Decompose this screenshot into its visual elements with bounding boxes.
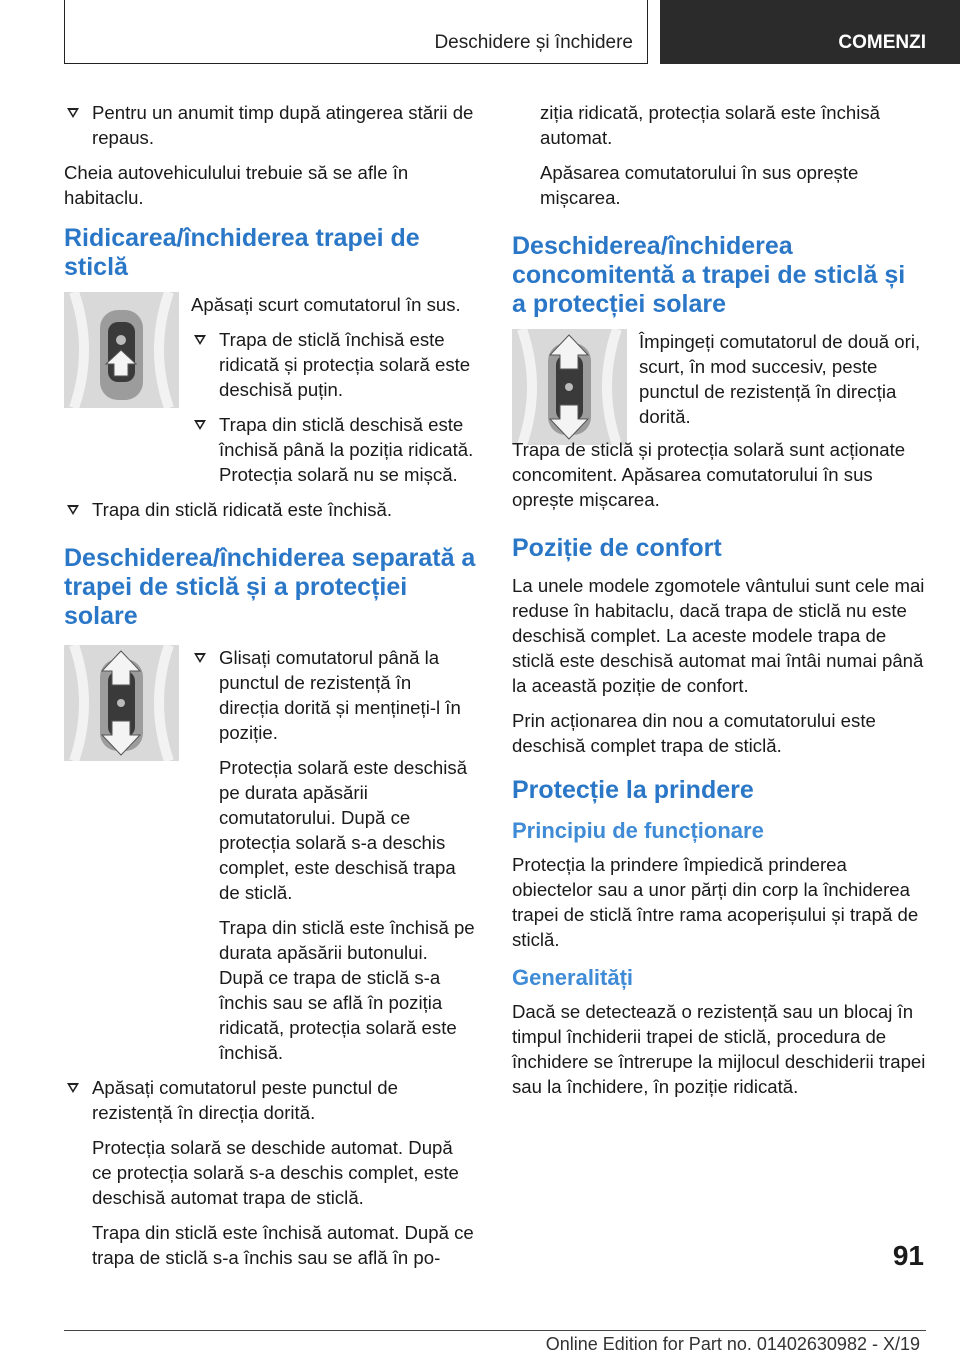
- header-section-box: [64, 0, 648, 64]
- list-item: Pentru un anumit timp după atingerea stării de repaus.: [64, 100, 476, 150]
- paragraph: Împingeți comutatorul de două ori, scurt, în mod succesiv, peste punctul de rezistență în direcția dorită.: [639, 331, 921, 427]
- bullet-icon: [194, 420, 206, 430]
- paragraph: Trapa de sticlă și protecția solară sunt acționate concomitent. Apăsarea comutatorului în sus oprește mișcarea.: [512, 439, 906, 510]
- heading-ridicare: Ridicarea/închiderea trapei de sticlă: [64, 224, 420, 281]
- list-item: Glisați comutatorul până la punctul de rezistență în direcția dorită și mențineți-l în poziție.: [191, 645, 476, 745]
- heading-principiu: Principiu de funcționare: [512, 818, 764, 843]
- edition-note: Online Edition for Part no. 01402630982 - X/19: [545, 1334, 920, 1354]
- paragraph: Protecția solară se deschide automat. După ce protecția solară s-a deschis complet, este deschisă automat trapa de sticlă.: [92, 1137, 459, 1208]
- paragraph: Apăsați scurt comutatorul în sus.: [191, 294, 461, 315]
- heading-confort: Poziție de confort: [512, 534, 722, 562]
- paragraph: Cheia autovehiculului trebuie să se afle în habitaclu.: [64, 162, 409, 208]
- chapter-tab: [660, 0, 960, 64]
- paragraph: Protecția la prindere împiedică prinderea obiectelor sau a unor părți din corp la închiderea trapei de sticlă între rama acoperișului și trapă de sticlă.: [512, 854, 919, 950]
- heading-generalitati: Generalități: [512, 965, 634, 990]
- section-title: Deschidere și închidere: [434, 32, 633, 53]
- bullet-icon: [67, 1083, 79, 1093]
- paragraph: Prin acționarea din nou a comutatorului este deschisă complet trapa de sticlă.: [512, 710, 876, 756]
- list-item: Trapa de sticlă închisă este ridicată și protecția solară este deschisă puțin.: [191, 327, 476, 402]
- list-item: Trapa din sticlă deschisă este închisă până la poziția ridicată. Protecția solară nu se mișcă.: [191, 412, 476, 487]
- list-item: Apăsați comutatorul peste punctul de rezistență în direcția dorită.: [64, 1075, 476, 1125]
- paragraph: Apăsarea comutatorului în sus oprește mișcarea.: [540, 162, 859, 208]
- page-number: 91: [892, 1240, 924, 1271]
- footer-divider: [64, 1330, 926, 1331]
- paragraph: Trapa din sticlă este închisă pe durata apăsării butonului. După ce trapa de sticlă s-a închis sau se află în poziția ridicată, protecția solară este închisă.: [219, 917, 475, 1063]
- figure-row: [64, 645, 476, 1075]
- heading-concomitenta: Deschiderea/închiderea concomitentă a trapei de sticlă și a protecției solare: [512, 232, 906, 318]
- paragraph: ziția ridicată, protecția solară este închisă automat.: [540, 102, 881, 148]
- bullet-icon: [194, 335, 206, 345]
- chapter-title: COMENZI: [838, 32, 926, 53]
- paragraph: Dacă se detectează o rezistență sau un blocaj în timpul închiderii trapei de sticlă, procedura de închidere se întrerupe la mijlocul deschiderii trapei sau la închidere, în poziție ridicată.: [512, 1001, 926, 1097]
- switch-double-illustration: [512, 329, 627, 445]
- heading-separata: Deschiderea/închiderea separată a trapei de sticlă și a protecției solare: [64, 544, 476, 630]
- right-column: [512, 100, 926, 1109]
- switch-up-illustration: [64, 292, 179, 408]
- figure-row: [512, 329, 926, 445]
- bullet-icon: [194, 653, 206, 663]
- bullet-icon: [67, 108, 79, 118]
- heading-protectie: Protecție la prindere: [512, 776, 754, 804]
- list-item: Trapa din sticlă ridicată este închisă.: [64, 497, 476, 522]
- left-column: [64, 100, 476, 1280]
- paragraph: Trapa din sticlă este închisă automat. După ce trapa de sticlă s-a închis sau se află în po-: [92, 1222, 474, 1268]
- bullet-icon: [67, 505, 79, 515]
- figure-row: [64, 292, 476, 497]
- switch-slide-illustration: [64, 645, 179, 761]
- paragraph: Protecția solară este deschisă pe durata apăsării comutatorului. După ce protecția solară s-a deschis complet, este deschisă trapa de sticlă.: [219, 757, 468, 903]
- paragraph: La unele modele zgomotele vântului sunt cele mai reduse în habitaclu, dacă trapa de sticlă nu este deschisă complet. La aceste modele trapa de sticlă este deschisă automat mai întâi numai până la această poziție de confort.: [512, 575, 925, 696]
